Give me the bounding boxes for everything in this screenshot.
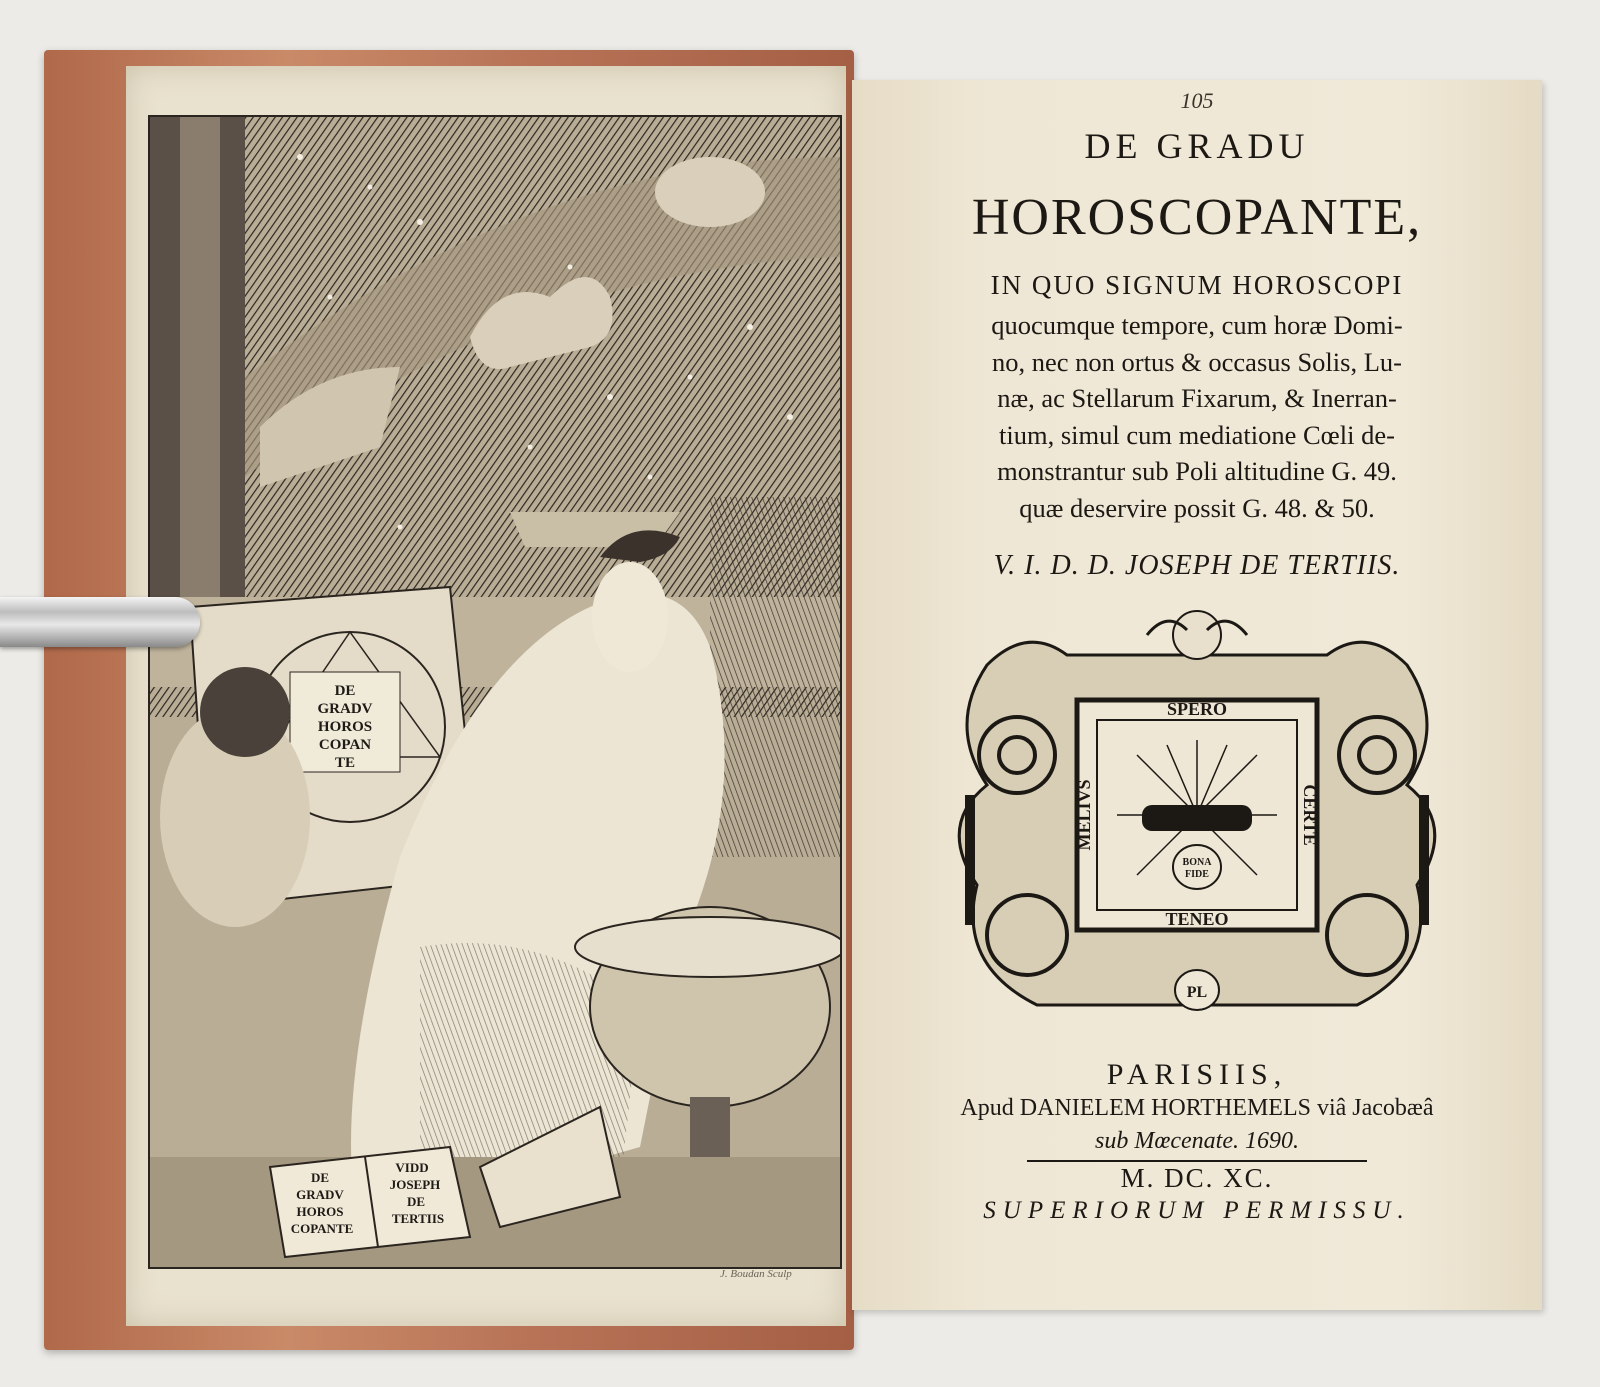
subtitle-line: monstrantur sub Poli altitudine G. 49. bbox=[997, 456, 1397, 486]
tree bbox=[710, 497, 840, 857]
motto-left: MELIVS bbox=[1074, 779, 1094, 851]
imprint-printer: Apud DANIELEM HORTHEMELS viâ Jacobæâ bbox=[960, 1095, 1434, 1121]
crab-constellation bbox=[655, 157, 765, 227]
open-book bbox=[270, 1147, 470, 1257]
cherub-head bbox=[1173, 611, 1221, 659]
subtitle-line: næ, ac Stellarum Fixarum, & Inerran- bbox=[997, 383, 1397, 413]
book-right-line: DE bbox=[406, 1194, 426, 1209]
board-label-line: HOROS bbox=[317, 719, 373, 735]
imprint-permission: SUPERIORUM PERMISSU. bbox=[983, 1197, 1411, 1224]
page-number: 105 bbox=[1180, 88, 1214, 113]
medallion-text: FIDE bbox=[1185, 869, 1209, 880]
book-left-line: GRADV bbox=[296, 1187, 344, 1202]
book-left-line: COPANTE bbox=[290, 1221, 354, 1236]
silver-bookmark bbox=[0, 597, 200, 647]
board-label-line: TE bbox=[334, 755, 356, 771]
title-line-1: DE GRADU bbox=[1084, 126, 1310, 166]
title-page bbox=[852, 80, 1542, 1310]
frontispiece-engraving bbox=[148, 115, 842, 1269]
board-label-line: COPAN bbox=[318, 737, 372, 753]
imprint-year: M. DC. XC. bbox=[1120, 1163, 1274, 1193]
subtitle-line: quæ deservire possit G. 48. & 50. bbox=[1019, 492, 1375, 523]
book-left-line: HOROS bbox=[296, 1204, 344, 1219]
motto-top: SPERO bbox=[1166, 699, 1228, 719]
clasped-hands bbox=[1142, 805, 1252, 831]
motto-right: CERTE bbox=[1300, 784, 1320, 846]
right-torch bbox=[1419, 795, 1429, 925]
subtitle-line: no, nec non ortus & occasus Solis, Lu- bbox=[992, 346, 1402, 377]
book-right-line: VIDD bbox=[395, 1160, 429, 1175]
motto-bottom: TENEO bbox=[1165, 909, 1229, 929]
subtitle-block bbox=[852, 307, 1542, 526]
medallion-text: BONA bbox=[1182, 857, 1212, 868]
subtitle-line: tium, simul cum mediatione Cœli de- bbox=[999, 419, 1395, 450]
imprint-rule bbox=[1027, 1160, 1367, 1162]
imprint-city: PARISIIS, bbox=[1106, 1058, 1288, 1091]
imprint-location: sub Mœcenate. 1690. bbox=[1095, 1128, 1299, 1154]
monogram: PL bbox=[1186, 984, 1208, 1001]
title-line-3: IN QUO SIGNUM HOROSCOPI bbox=[990, 270, 1404, 300]
title-line-2: HOROSCOPANTE, bbox=[971, 189, 1423, 246]
book-right-line: JOSEPH bbox=[389, 1177, 441, 1192]
board-label-line: GRADV bbox=[317, 701, 373, 717]
board-label-line: DE bbox=[334, 683, 356, 699]
book-right-line: TERTIIS bbox=[391, 1211, 445, 1226]
subtitle-line: quocumque tempore, cum horæ Domi- bbox=[991, 310, 1403, 340]
printers-device bbox=[947, 605, 1447, 1035]
author-line: V. I. D. D. JOSEPH DE TERTIIS. bbox=[993, 550, 1401, 581]
book-left-line: DE bbox=[310, 1170, 330, 1185]
engraver-signature: J. Boudan Sculp bbox=[720, 1268, 792, 1280]
left-torch bbox=[965, 795, 975, 925]
